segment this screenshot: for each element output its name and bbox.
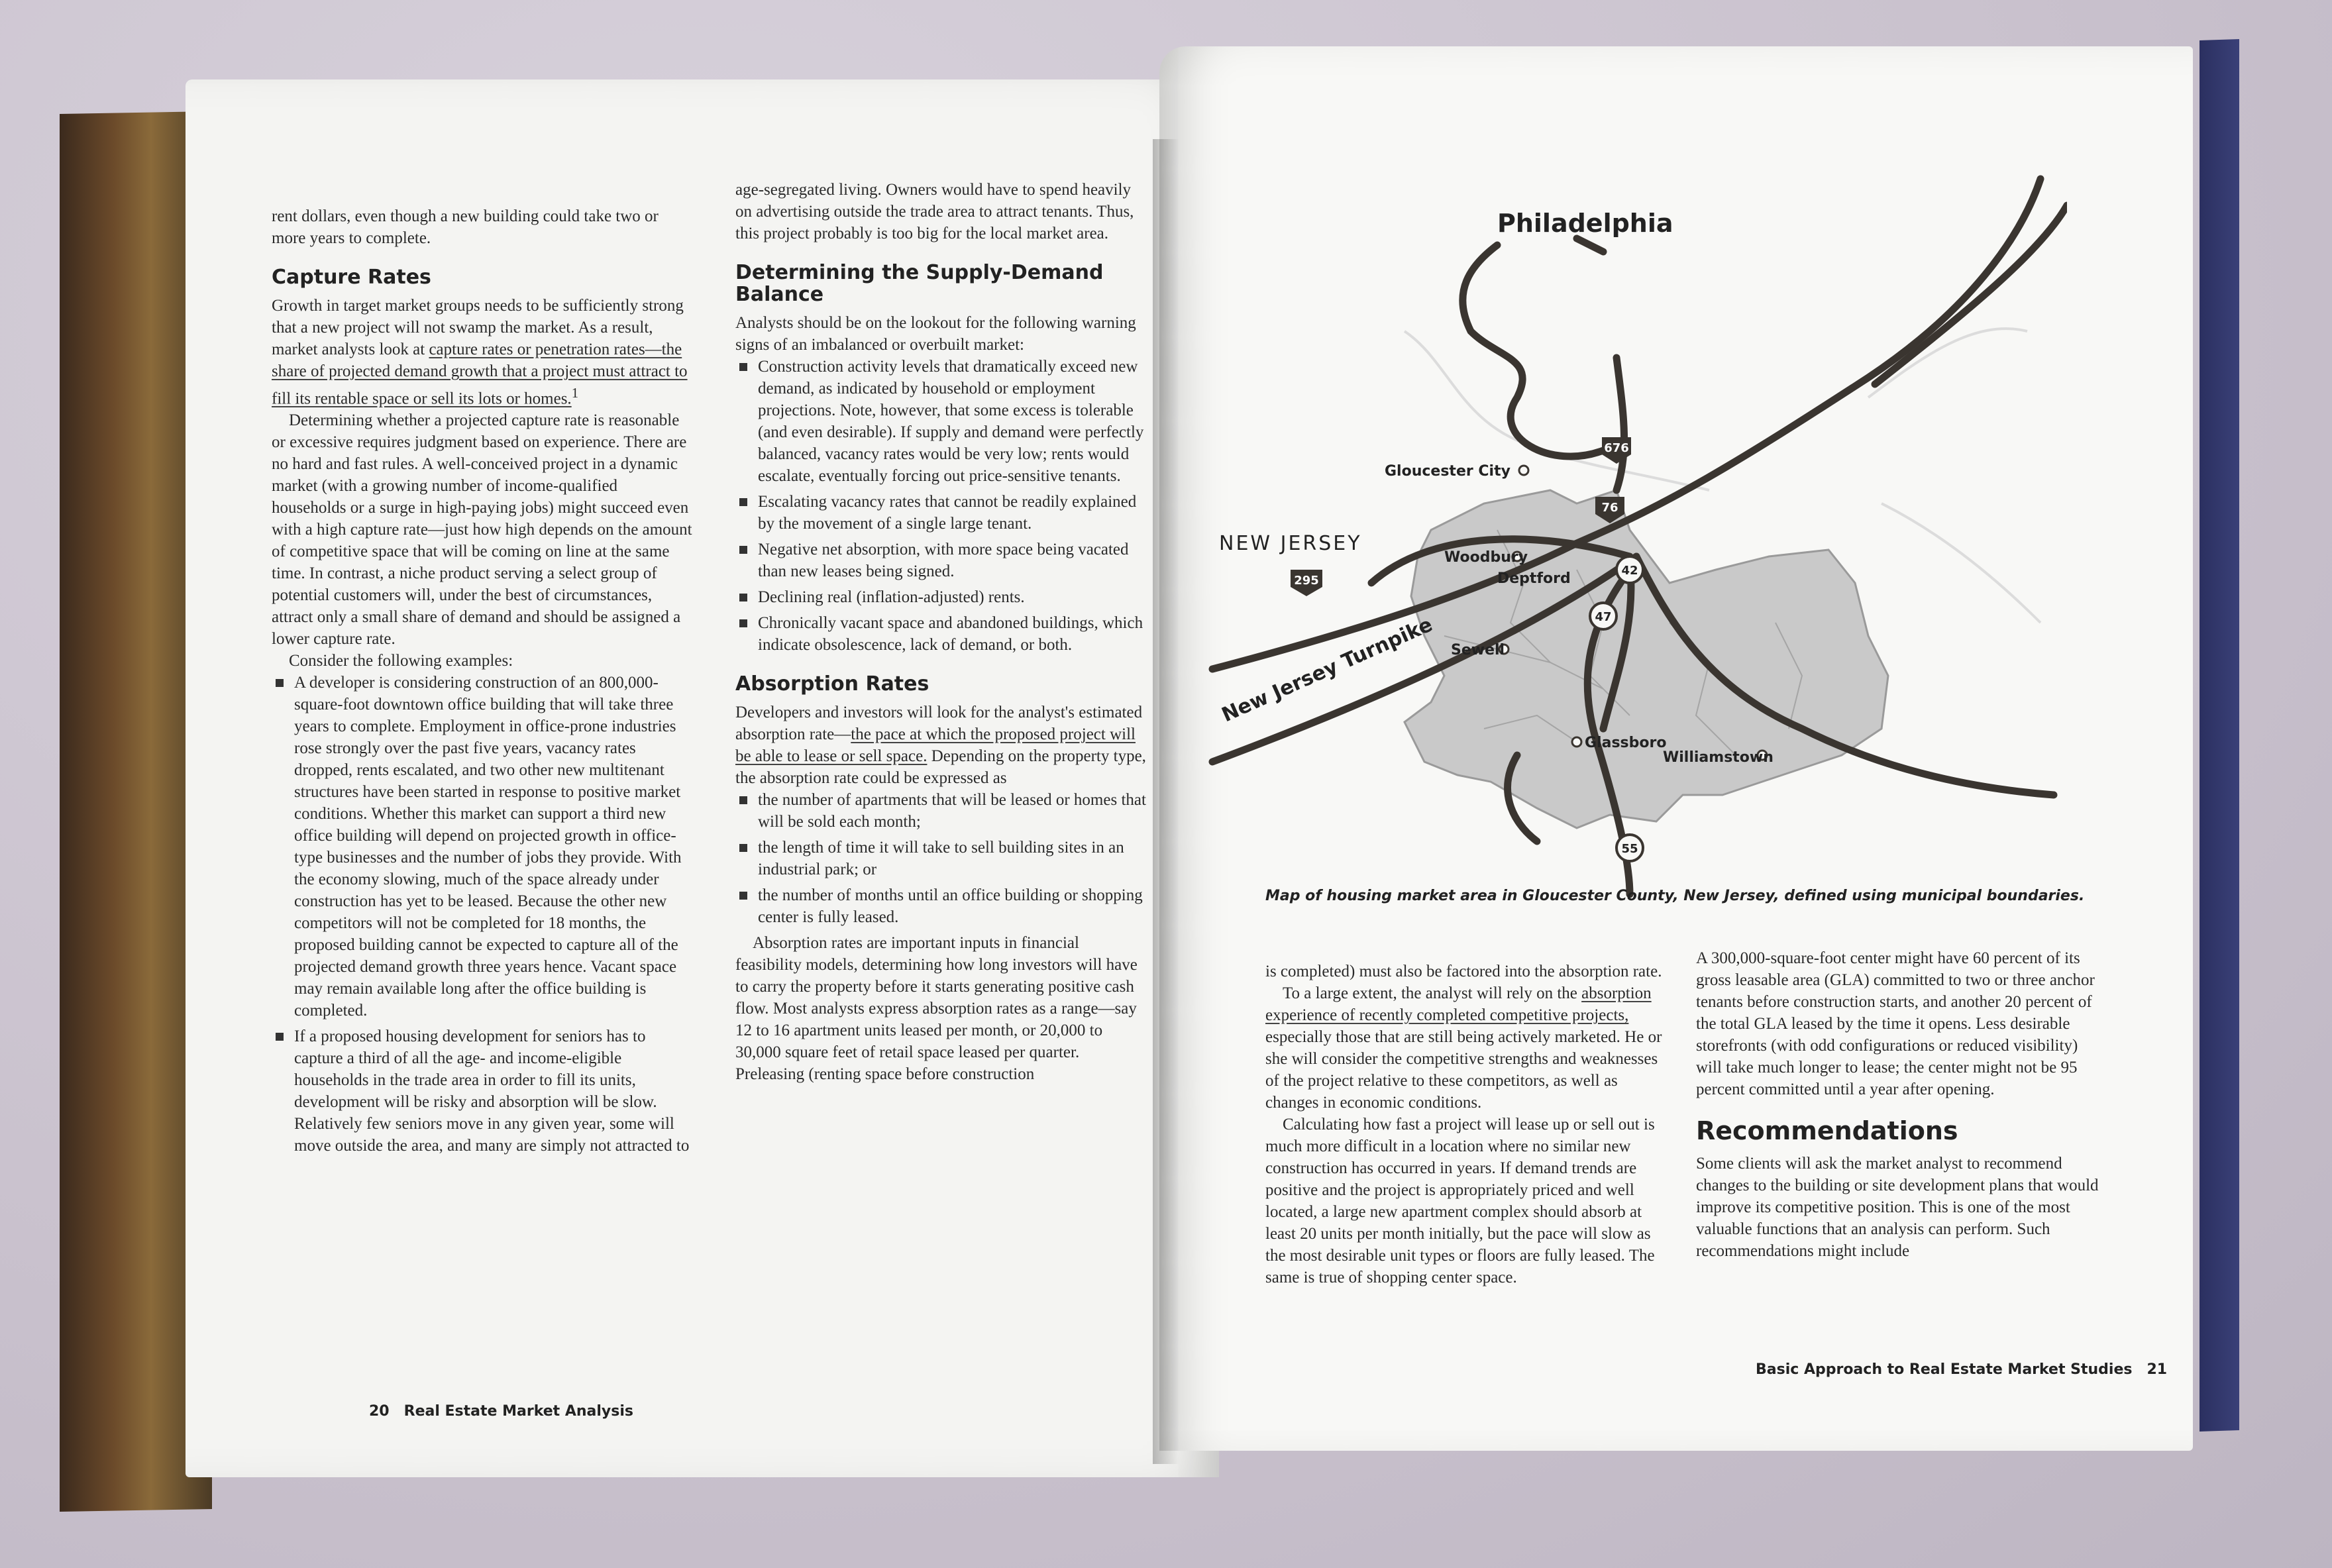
absorption-paragraph-2: Absorption rates are important inputs in financial feasibility models, determining how long investors will have to carry the property before it starts generating positive cash flow. Most analysts express absorption rates as a range—say 12 to 16 apartment units leased per month, or 20,000 to 30,000 square feet of retail space leased per quarter. Preleasing (renting space before construction <box>735 934 1138 1083</box>
right-page-column-1 <box>1265 961 1663 1288</box>
example-item: A developer is considering construction of an 800,000-square-foot downtown office building that will take three years to complete. Employment in office-prone industries rose strongly over the past five years, vacancy rates dropped, rents escalated, and two other new multitenant structures have been started in response to positive market conditions. Whether this market can support a third new office building will depend on projected growth in office-type businesses and the number of jobs they provide. With the economy slowing, much of the space already under construction has yet to be leased. Because the other new competitors will not be completed for 18 months, the proposed building cannot be expected to capture all of the projected demand growth three years hence. Vacant space may remain available long after the office building is completed. <box>272 672 696 1021</box>
open-book <box>60 40 2239 1524</box>
right-page-column-2 <box>1696 947 2107 1262</box>
underlined-definition: capture rates or penetration rates—the share of projected demand growth that a project must attract to fill its rentable space or sell its lots or homes. <box>272 340 688 408</box>
right-col1-paragraph-2: To a large extent, the analyst will rely on the absorption experience of recently completed competitive projects, especially those that are still being actively marketed. He or she will consider the competitive strengths and weaknesses of the project relative to these competitors, as well as changes in economic conditions. <box>1265 984 1662 1112</box>
housing-market-map <box>1206 159 2067 908</box>
capture-paragraph-3: Consider the following examples: <box>289 652 513 670</box>
book-cover-right <box>2200 39 2239 1432</box>
label-williamstown: Williamstown <box>1663 749 1774 766</box>
warning-item: Negative net absorption, with more space being vacated than new leases being signed. <box>735 539 1146 582</box>
label-sewell: Sewell <box>1451 642 1505 658</box>
heading-supply-demand: Determining the Supply-Demand Balance <box>735 261 1104 306</box>
right-col1-paragraph-3: Calculating how fast a project will lease up or sell out is much more difficult in a location where no similar new construction has occurred in years. If demand trends are positive and the project is appropriately priced and well located, a large new apartment complex should absorb at least 20 units per month initially, but the pace will slow as the most desirable unit types or floors are fully leased. The same is true of shopping center space. <box>1265 1116 1655 1286</box>
absorption-item: the number of months until an office building or shopping center is fully leased. <box>735 884 1146 928</box>
example-item: If a proposed housing development for seniors has to capture a third of all the age- and income-eligible households in the trade area in order to fill its units, development will be risky and absorption will be slow. Relatively few seniors move in any given year, some will move outside the area, and many are simply not attracted to <box>272 1025 696 1157</box>
label-gloucester-city: Gloucester City <box>1385 463 1510 480</box>
label-woodbury: Woodbury <box>1444 549 1528 566</box>
label-philadelphia: Philadelphia <box>1497 209 1673 238</box>
label-turnpike: New Jersey Turnpike <box>1218 613 1436 727</box>
shield-42 <box>1616 556 1643 583</box>
right-col2-paragraph-1: A 300,000-square-foot center might have 60 percent of its gross leasable area (GLA) committed to two or three anchor tenants before construction starts, and another 20 percent of the total GLA leased by the time it opens. Less desirable storefronts (with odd configurations or reduced visibility) will take much longer to lease; the center might not be 95 percent committed until a year after opening. <box>1696 949 2095 1098</box>
examples-list <box>272 672 696 1157</box>
warning-item: Declining real (inflation-adjusted) rents. <box>735 586 1146 608</box>
absorption-item: the length of time it will take to sell building sites in an industrial park; or <box>735 837 1146 880</box>
absorption-paragraph-1: Developers and investors will look for the analyst's estimated absorption rate—the pace at which the proposed project will be able to lease or sell space. Depending on the property type, the absorption rate could be expressed as <box>735 704 1146 787</box>
absorption-item: the number of apartments that will be leased or homes that will be sold each month; <box>735 789 1146 833</box>
heading-recommendations: Recommendations <box>1696 1116 1958 1145</box>
capture-paragraph-1: Growth in target market groups needs to be sufficiently strong that a new project will not swamp the market. As a result, market analysts look at capture rates or penetration rates—the share of projected demand growth that a project must attract to fill its rentable space or sell its lots or homes.$^1$ <box>272 297 688 408</box>
label-glassboro: Glassboro <box>1585 735 1667 751</box>
absorption-forms-list <box>735 789 1146 928</box>
svg-text:76: 76 <box>1601 501 1618 515</box>
map-svg <box>1206 159 2067 908</box>
supply-paragraph: Analysts should be on the lookout for the following warning signs of an imbalanced or overbuilt market: <box>735 314 1136 354</box>
col1-lead: rent dollars, even though a new building could take two or more years to complete. <box>272 207 659 247</box>
right-col2-paragraph-2: Some clients will ask the market analyst to recommend changes to the building or site development plans that would improve its competitive position. This is one of the most valuable functions that an analysis can perform. Such recommendations might include <box>1696 1155 2099 1260</box>
right-page-footer <box>1756 1361 2182 1378</box>
book-gutter-shadow <box>1153 139 1179 1464</box>
warning-item: Escalating vacancy rates that cannot be readily explained by the movement of a single large tenant. <box>735 491 1146 535</box>
col2-lead: age-segregated living. Owners would have to spend heavily on advertising outside the trade area to attract tenants. Thus, this project probably is too big for the local market area. <box>735 181 1134 242</box>
label-deptford: Deptford <box>1497 570 1571 587</box>
heading-absorption-rates: Absorption Rates <box>735 672 929 696</box>
shield-55 <box>1616 835 1643 861</box>
left-page-column-2 <box>735 179 1146 1085</box>
shield-295 <box>1291 570 1322 596</box>
page-number: 21 <box>2146 1361 2168 1378</box>
footnote-marker: 1 <box>571 385 579 401</box>
shield-47 <box>1590 603 1616 629</box>
svg-text:676: 676 <box>1604 441 1629 455</box>
page-number: 20 <box>369 1403 390 1420</box>
warning-item: Chronically vacant space and abandoned buildings, which indicate obsolescence, lack of demand, or both. <box>735 612 1146 656</box>
left-page-footer <box>354 1403 633 1420</box>
running-title: Basic Approach to Real Estate Market Studies <box>1756 1361 2133 1378</box>
heading-capture-rates: Capture Rates <box>272 266 431 289</box>
right-page <box>1159 46 2193 1451</box>
capture-paragraph-2: Determining whether a projected capture rate is reasonable or excessive requires judgment based on experience. There are no hard and fast rules. A well-conceived project in a dynamic market (with a growing number of income-qualified households or a surge in high-paying jobs) might succeed even with a high capture rate—just how high depends on the amount of competitive space that will be coming on line at the same time. In contrast, a niche product serving a select group of potential customers will, under the best of circumstances, attract only a small share of demand and should be assigned a lower capture rate. <box>272 411 692 649</box>
map-caption: Map of housing market area in Gloucester County, New Jersey, defined using municipal boundaries. <box>1265 888 2085 904</box>
svg-text:55: 55 <box>1621 842 1638 856</box>
underlined-definition: the pace at which the proposed project will be able to lease or sell space. <box>735 725 1136 765</box>
left-page-column-1 <box>272 205 696 1161</box>
svg-text:295: 295 <box>1294 574 1319 588</box>
shield-676 <box>1602 437 1631 464</box>
label-new-jersey: NEW JERSEY <box>1219 532 1362 555</box>
right-col1-paragraph-1: is completed) must also be factored into the absorption rate. <box>1265 963 1662 980</box>
underlined-phrase: absorption experience of recently completed competitive projects, <box>1265 984 1652 1024</box>
warning-item: Construction activity levels that dramatically exceed new demand, as indicated by household or employment projections. Note, however, that some excess is tolerable (and even desirable). If supply and demand were perfectly balanced, vacancy rates would be very low; rents would escalate, eventually forcing out price-sensitive tenants. <box>735 356 1146 487</box>
warning-signs-list <box>735 356 1146 656</box>
left-page <box>186 79 1219 1477</box>
svg-text:47: 47 <box>1595 610 1612 624</box>
running-title: Real Estate Market Analysis <box>403 1403 633 1420</box>
svg-text:42: 42 <box>1621 564 1638 578</box>
